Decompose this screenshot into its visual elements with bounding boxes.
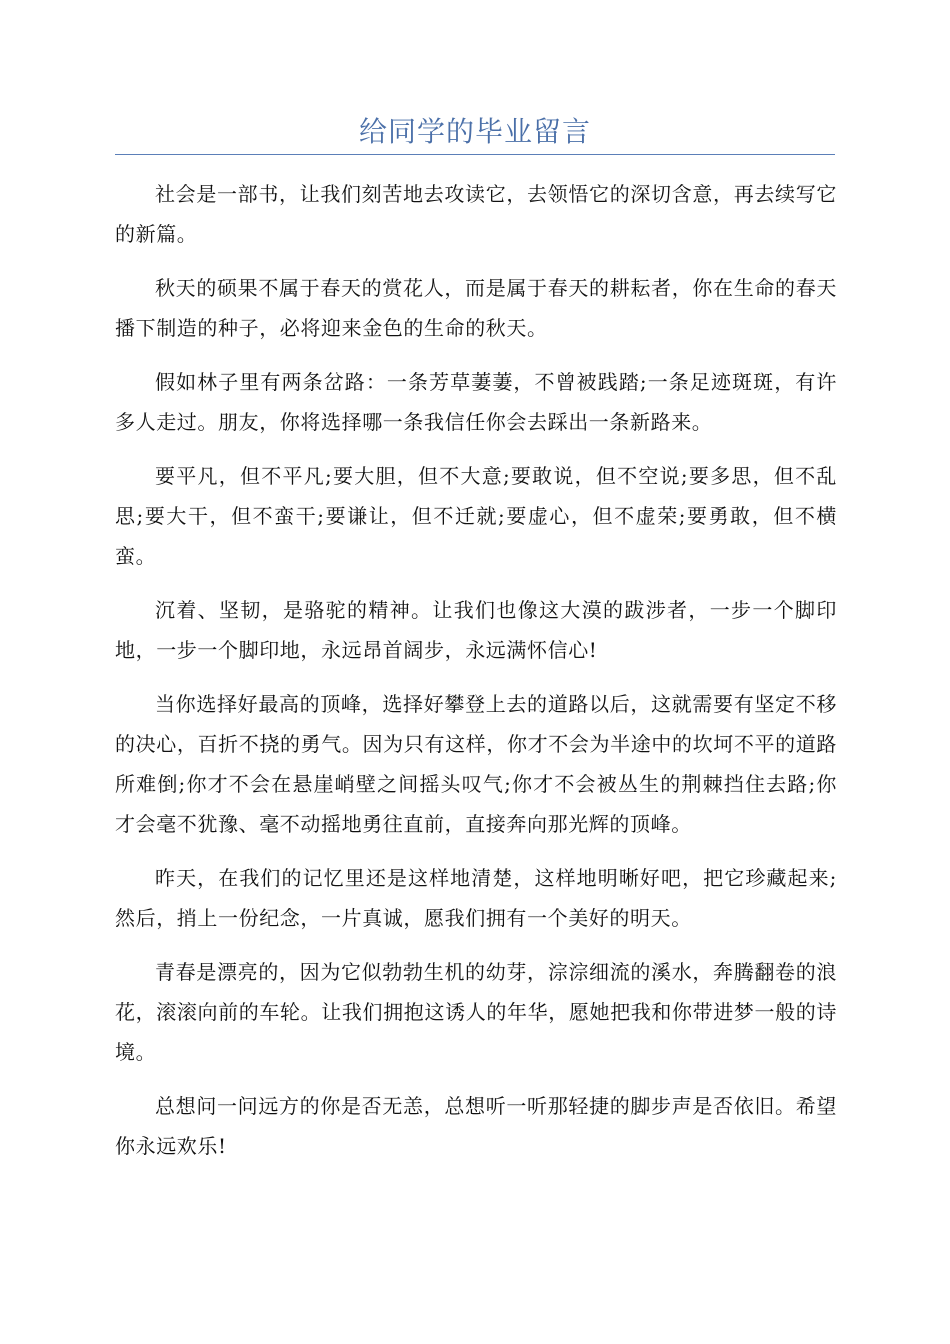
paragraph: 沉着、坚韧，是骆驼的精神。让我们也像这大漠的跋涉者，一步一个脚印地，一步一个脚印地，永远昂首阔步，永远满怀信心! (115, 598, 837, 662)
paragraph: 秋天的硕果不属于春天的赏花人，而是属于春天的耕耘者，你在生命的春天播下制造的种子，必将迎来金色的生命的秋天。 (115, 276, 837, 340)
document-title: 给同学的毕业留言 (358, 115, 591, 148)
paragraph: 总想问一问远方的你是否无恙，总想听一听那轻捷的脚步声是否依旧。希望你永远欢乐! (115, 1094, 837, 1158)
paragraph: 假如林子里有两条岔路：一条芳草萋萋，不曾被践踏;一条足迹斑斑，有许多人走过。朋友，你将选择哪一条我信任你会去踩出一条新路来。 (115, 370, 837, 434)
paragraph: 青春是漂亮的，因为它似勃勃生机的幼芽，淙淙细流的溪水，奔腾翻卷的浪花，滚滚向前的车轮。让我们拥抱这诱人的年华，愿她把我和你带进梦一般的诗境。 (115, 960, 837, 1064)
paragraph: 社会是一部书，让我们刻苦地去攻读它，去领悟它的深切含意，再去续写它的新篇。 (115, 182, 837, 246)
paragraph: 要平凡，但不平凡;要大胆，但不大意;要敢说，但不空说;要多思，但不乱思;要大干，但不蛮干;要谦让，但不迁就;要虚心，但不虚荣;要勇敢，但不横蛮。 (115, 464, 837, 568)
paragraph: 昨天，在我们的记忆里还是这样地清楚，这样地明晰好吧，把它珍藏起来;然后，捎上一份纪念，一片真诚，愿我们拥有一个美好的明天。 (115, 866, 837, 930)
title-underline (115, 154, 835, 155)
paragraph: 当你选择好最高的顶峰，选择好攀登上去的道路以后，这就需要有坚定不移的决心，百折不挠的勇气。因为只有这样，你才不会为半途中的坎坷不平的道路所难倒;你才不会在悬崖峭壁之间摇头叹气;你才不会被丛生的荆棘挡住去路;你才会毫不犹豫、毫不动摇地勇往直前，直接奔向那光辉的顶峰。 (115, 692, 837, 836)
document-body (115, 174, 837, 1180)
